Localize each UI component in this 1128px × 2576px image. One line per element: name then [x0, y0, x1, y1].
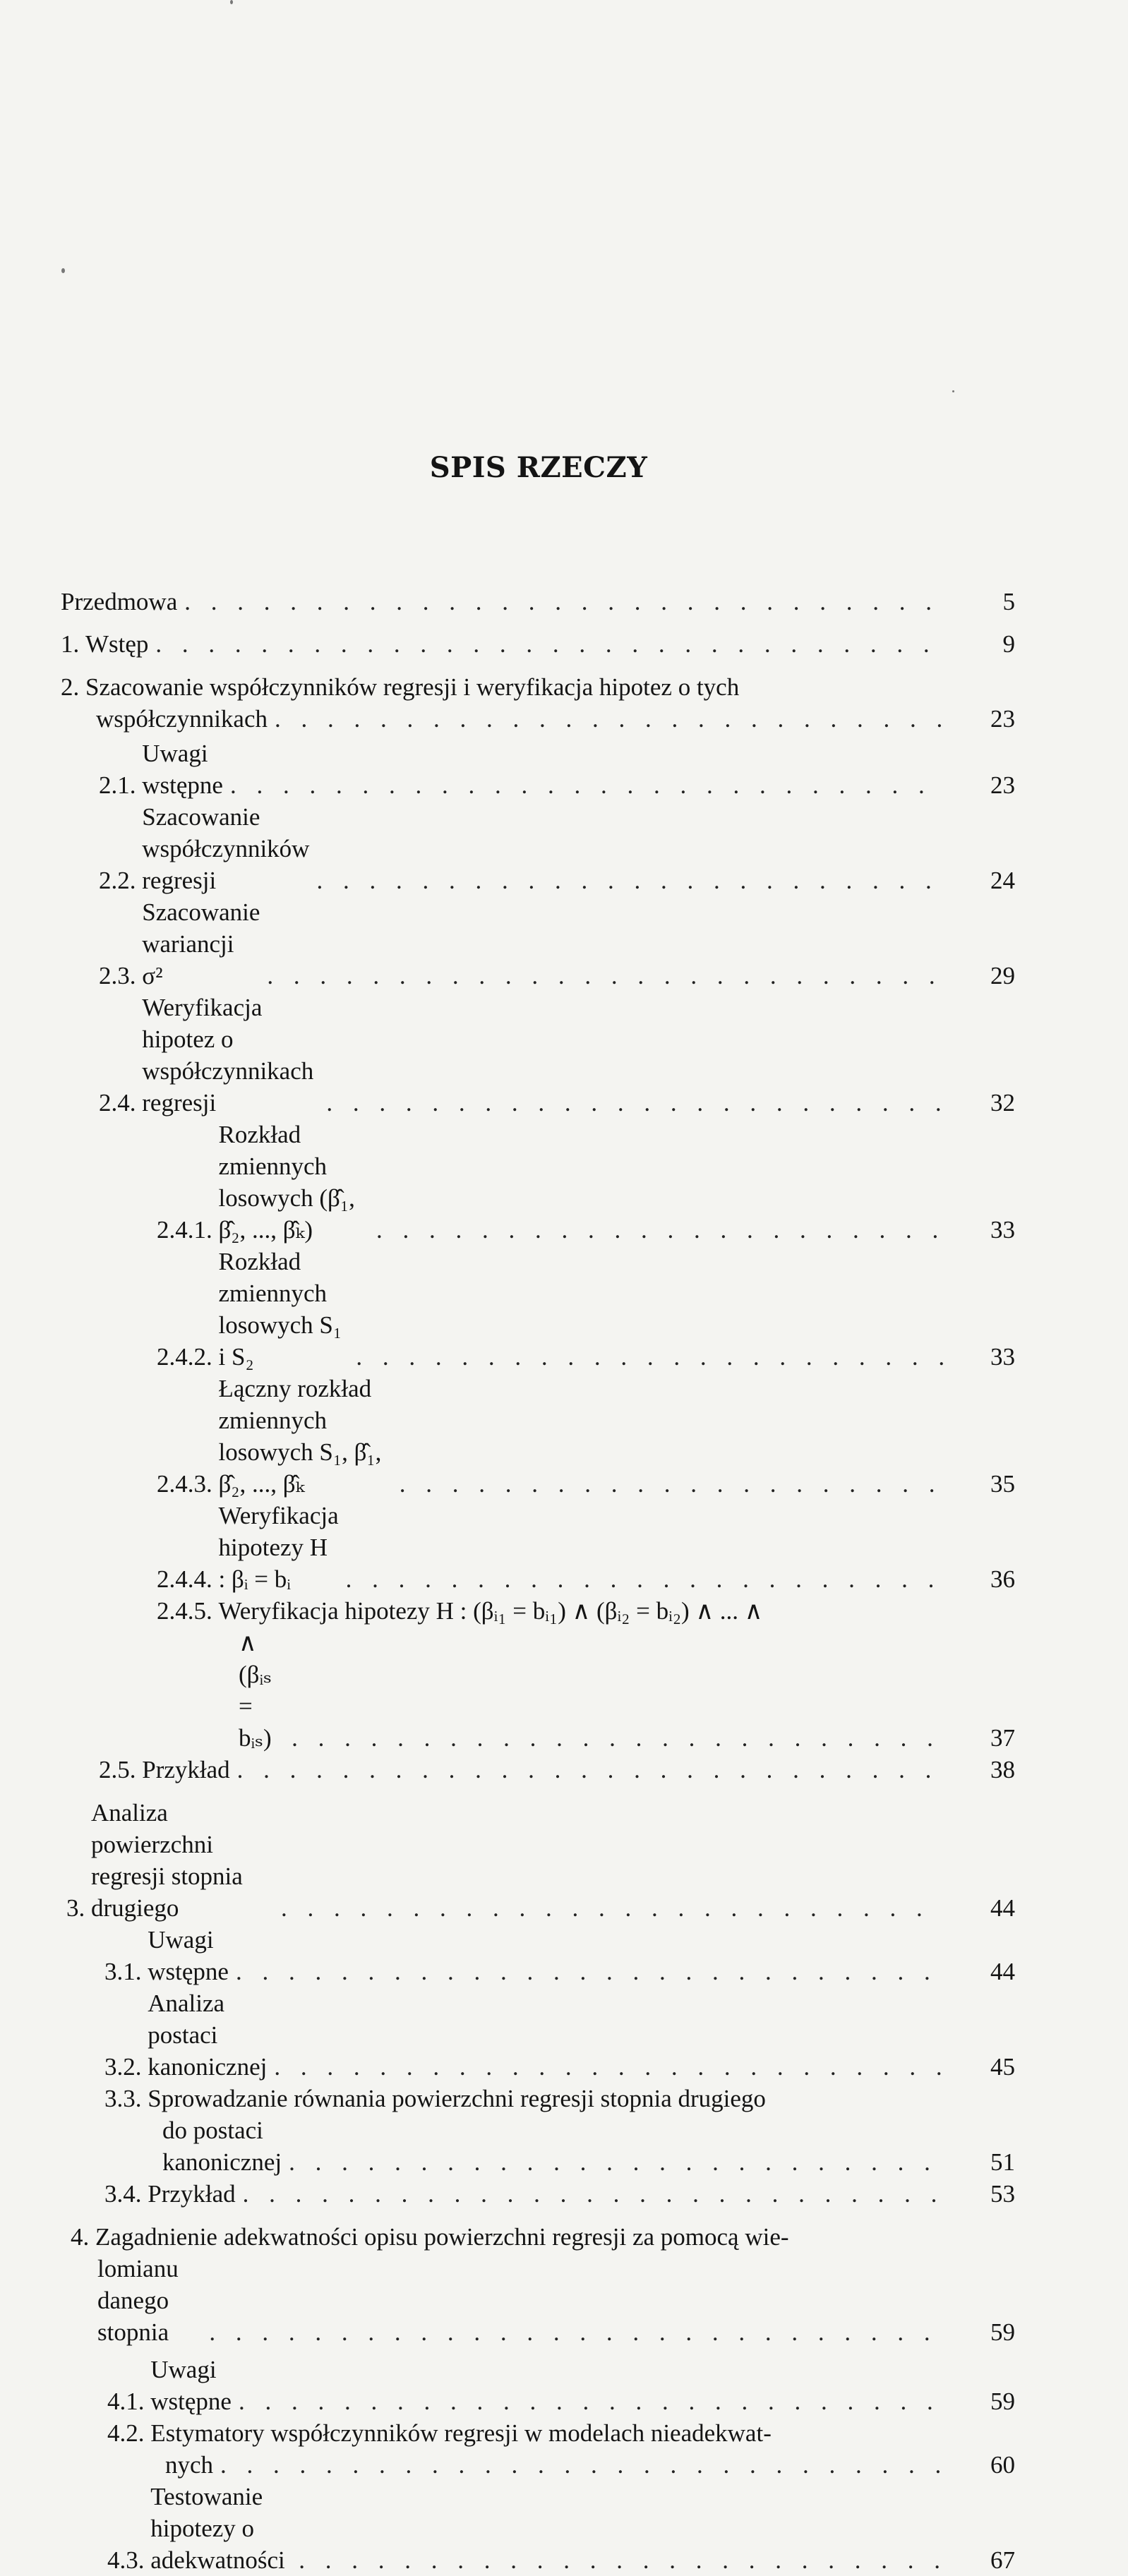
toc-entry[interactable] [61, 2221, 1015, 2348]
toc-entry[interactable] [61, 586, 1015, 618]
toc-entry-number: 4.1. [107, 2388, 151, 2415]
toc-entry-title-continued: nych [165, 2451, 214, 2479]
toc-page-number: 35 [990, 1470, 1015, 1498]
toc-entry-number: 2.2. [99, 867, 143, 894]
toc-entry-number: 3.4. [104, 2180, 148, 2208]
toc-entry[interactable] [61, 2178, 1015, 2210]
toc-entry-title: Przykład [142, 1756, 230, 1783]
toc-entry-title: Szacowanie współczynników regresji [142, 803, 310, 894]
leader-dots [230, 1754, 943, 1786]
toc-page-number: 23 [990, 771, 1015, 799]
toc-entry-title: Zagadnienie adekwatności opisu powierzchni regresji za pomocą wie- [95, 2223, 789, 2251]
toc-entry-number: 3.3. [104, 2085, 148, 2112]
toc-entry-number: 2. [61, 673, 85, 701]
leader-dots [349, 1341, 943, 1373]
toc-page-number: 60 [990, 2451, 1015, 2479]
toc-entry-title: Analiza powierzchni regresji stopnia drugiego [91, 1799, 243, 1922]
leader-dots [392, 1468, 943, 1500]
toc-entry-number: 3.2. [104, 2053, 148, 2081]
print-speck [230, 0, 233, 4]
toc-entry[interactable] [61, 2417, 1015, 2481]
toc-entry-number: 2.5. [99, 1756, 143, 1783]
leader-dots [213, 2449, 943, 2481]
toc-entry-title: Szacowanie wariancji σ² [142, 898, 260, 989]
toc-page-number: 67 [990, 2546, 1015, 2574]
toc-entry[interactable] [61, 738, 1015, 801]
toc-entry-title: Analiza postaci kanonicznej [148, 1990, 268, 2081]
toc-entry[interactable] [61, 628, 1015, 660]
leader-dots [274, 1892, 943, 1924]
toc-entry[interactable] [61, 1373, 1015, 1500]
leader-dots [177, 586, 943, 618]
toc-entry-title: Rozkład zmiennych losowych (β̂₁, β̂₂, ..., β̂ₖ) [218, 1121, 355, 1244]
toc-entry-title: Weryfikacja hipotezy H : (βᵢ₁ = bᵢ₁) ∧ (βᵢ₂ = bᵢ₂) ∧ ... ∧ [218, 1597, 763, 1625]
toc-entry-number: 4.2. [107, 2419, 151, 2447]
toc-entry-title-continued: ∧ (βᵢₛ = bᵢₛ) [239, 1629, 272, 1752]
toc-entry-number: 2.1. [99, 771, 143, 799]
toc-entry[interactable] [61, 1119, 1015, 1246]
toc-page-number: 53 [990, 2180, 1015, 2208]
toc-entry[interactable] [61, 896, 1015, 992]
toc-page-number: 37 [990, 1724, 1015, 1752]
toc-entry[interactable] [61, 1754, 1015, 1786]
toc-entry-title: Uwagi wstępne [142, 740, 223, 799]
leader-dots [268, 703, 943, 735]
print-speck [952, 390, 954, 392]
toc-entry[interactable] [61, 2354, 1015, 2417]
leader-dots [202, 2316, 943, 2348]
leader-dots [223, 769, 943, 801]
toc-entry-number: 2.4. [99, 1089, 143, 1117]
leader-dots [369, 1214, 943, 1246]
toc-entry-title: Weryfikacja hipotezy H : βᵢ = bᵢ [218, 1502, 339, 1593]
toc-entry[interactable] [61, 1797, 1015, 1924]
toc-entry-title: Wstęp [85, 630, 149, 658]
toc-entry-number: 4. [71, 2223, 95, 2251]
toc-entry-title-continued: współczynnikach [96, 705, 268, 733]
toc-page-number: 38 [990, 1756, 1015, 1783]
leader-dots [232, 2385, 943, 2417]
toc-entry-number: 1. [61, 630, 85, 658]
toc-page-number: 9 [1002, 630, 1015, 658]
leader-dots [339, 1563, 943, 1595]
toc-entry-title: Rozkład zmiennych losowych S₁ i S₂ [218, 1248, 342, 1371]
toc-entry-number: 2.4.3. [157, 1470, 219, 1498]
toc-entry-title: Estymatory współczynników regresji w modelach nieadekwat- [150, 2419, 772, 2447]
toc-entry-title: Weryfikacja hipotez o współczynnikach regresji [142, 994, 314, 1117]
leader-dots [282, 2146, 943, 2178]
toc-entry-number: 2.3. [99, 962, 143, 989]
toc-entry[interactable] [61, 1246, 1015, 1373]
toc-entry-number: 4.3. [107, 2546, 151, 2574]
toc-entry[interactable] [61, 1500, 1015, 1595]
toc-page-number: 44 [990, 1894, 1015, 1922]
toc-page-number: 59 [990, 2388, 1015, 2415]
toc-page-number: 33 [990, 1216, 1015, 1244]
toc-page-number: 36 [990, 1565, 1015, 1593]
toc-page-number: 32 [990, 1089, 1015, 1117]
toc-page-number: 45 [990, 2053, 1015, 2081]
toc-entry[interactable] [61, 1987, 1015, 2083]
toc-page-number: 51 [990, 2148, 1015, 2176]
leader-dots [260, 960, 943, 992]
toc-entry-number: 2.4.4. [157, 1565, 219, 1593]
toc-entry-title: Przykład [148, 2180, 236, 2208]
leader-dots [292, 2544, 943, 2576]
print-speck [61, 268, 65, 273]
toc-entry-number: 3.1. [104, 1958, 148, 1985]
leader-dots [148, 628, 943, 660]
toc-entry[interactable] [61, 2481, 1015, 2576]
toc-page-number: 23 [990, 705, 1015, 733]
toc-entry-title-continued: lomianu danego stopnia [97, 2255, 179, 2346]
toc-page-number: 33 [990, 1343, 1015, 1371]
toc-page-number: 59 [990, 2318, 1015, 2346]
toc-entry[interactable] [61, 2083, 1015, 2178]
toc-entry[interactable] [61, 992, 1015, 1119]
toc-entry-number: 2.4.5. [157, 1597, 219, 1625]
toc-page-number: 24 [990, 867, 1015, 894]
toc-entry-title: Przedmowa [61, 588, 178, 615]
toc-entry-title: Uwagi wstępne [150, 2356, 232, 2415]
leader-dots [309, 865, 943, 896]
table-of-contents [61, 586, 1015, 2576]
toc-page-number: 5 [1002, 588, 1015, 615]
leader-dots [284, 1722, 943, 1754]
toc-entry-title: Testowanie hipotezy o adekwatności [150, 2483, 285, 2574]
toc-entry-title: Uwagi wstępne [148, 1926, 229, 1985]
page-title: SPIS RZECZY [429, 450, 648, 484]
toc-entry[interactable] [61, 1595, 1015, 1754]
leader-dots [319, 1087, 943, 1119]
toc-page-number: 44 [990, 1958, 1015, 1985]
toc-entry-number: 2.4.2. [157, 1343, 219, 1371]
leader-dots [229, 1956, 943, 1987]
toc-entry-title: Łączny rozkład zmiennych losowych S₁, β̂₁, β̂₂, ..., β̂ₖ [218, 1375, 382, 1498]
toc-entry-number: 3. [66, 1894, 91, 1922]
toc-entry[interactable] [61, 1924, 1015, 1987]
leader-dots [267, 2051, 943, 2083]
toc-entry[interactable] [61, 671, 1015, 735]
toc-entry-title: Sprowadzanie równania powierzchni regresji stopnia drugiego [148, 2085, 766, 2112]
leader-dots [236, 2178, 943, 2210]
toc-entry-number: 2.4.1. [157, 1216, 219, 1244]
toc-page-number: 29 [990, 962, 1015, 989]
toc-entry-title: Szacowanie współczynników regresji i weryfikacja hipotez o tych [85, 673, 740, 701]
toc-entry-title-continued: do postaci kanonicznej [162, 2117, 282, 2176]
toc-entry[interactable] [61, 801, 1015, 896]
